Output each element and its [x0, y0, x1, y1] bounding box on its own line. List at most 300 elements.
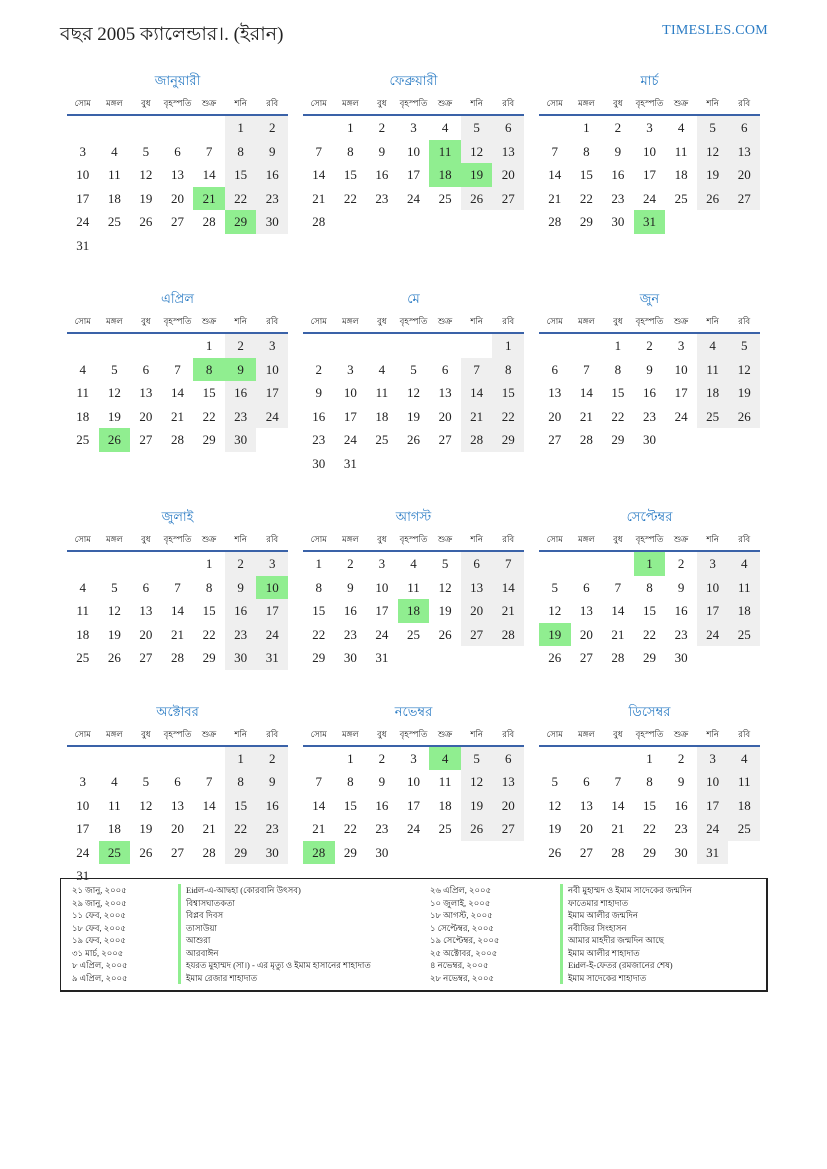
- day-cell[interactable]: 15: [492, 381, 524, 405]
- day-cell[interactable]: 18: [107, 190, 121, 206]
- day-cell[interactable]: 19: [139, 821, 153, 836]
- day-cell[interactable]: 19: [139, 190, 153, 206]
- day-cell[interactable]: 16: [256, 163, 288, 187]
- day-cell[interactable]: 6: [583, 579, 590, 595]
- day-cell[interactable]: 12: [461, 770, 493, 794]
- day-cell[interactable]: 12: [438, 579, 452, 595]
- day-cell[interactable]: 18: [674, 167, 688, 182]
- day-cell[interactable]: 4: [111, 143, 118, 159]
- day-cell[interactable]: 10: [256, 358, 288, 382]
- day-cell[interactable]: 26: [406, 432, 420, 447]
- day-cell[interactable]: 29: [225, 841, 257, 865]
- day-cell[interactable]: 29: [642, 844, 656, 860]
- day-cell[interactable]: 10: [343, 385, 357, 400]
- day-cell[interactable]: 5: [142, 143, 150, 159]
- holiday-day-cell[interactable]: 18: [429, 163, 461, 187]
- day-cell[interactable]: 22: [343, 821, 357, 836]
- day-cell[interactable]: 13: [579, 797, 593, 813]
- day-cell[interactable]: 6: [492, 116, 524, 140]
- day-cell[interactable]: 5: [142, 774, 150, 789]
- day-cell[interactable]: 23: [256, 817, 288, 841]
- day-cell[interactable]: 18: [438, 797, 452, 813]
- day-cell[interactable]: 10: [406, 143, 420, 159]
- day-cell[interactable]: 15: [225, 163, 257, 187]
- day-cell[interactable]: 27: [170, 214, 184, 229]
- holiday-day-cell[interactable]: 25: [99, 841, 131, 865]
- day-cell[interactable]: 17: [256, 599, 288, 623]
- day-cell[interactable]: 6: [142, 579, 150, 595]
- day-cell[interactable]: 20: [579, 626, 593, 642]
- day-cell[interactable]: 7: [174, 579, 181, 595]
- day-cell[interactable]: 16: [312, 408, 326, 424]
- day-cell[interactable]: 22: [225, 817, 257, 841]
- day-cell[interactable]: 23: [642, 408, 656, 424]
- day-cell[interactable]: 17: [343, 408, 357, 424]
- day-cell[interactable]: 23: [375, 190, 389, 206]
- day-cell[interactable]: 28: [461, 428, 493, 452]
- day-cell[interactable]: 12: [548, 797, 562, 813]
- day-cell[interactable]: 12: [107, 385, 121, 400]
- holiday-day-cell[interactable]: 29: [225, 210, 257, 234]
- day-cell[interactable]: 9: [677, 774, 685, 789]
- day-cell[interactable]: 28: [611, 650, 625, 665]
- day-cell[interactable]: 19: [548, 821, 562, 836]
- day-cell[interactable]: 28: [579, 432, 593, 447]
- day-cell[interactable]: 3: [79, 143, 87, 159]
- day-cell[interactable]: 15: [343, 797, 357, 813]
- day-cell[interactable]: 28: [170, 432, 184, 447]
- day-cell[interactable]: 6: [174, 143, 181, 159]
- day-cell[interactable]: 28: [312, 214, 326, 229]
- day-cell[interactable]: 5: [728, 334, 760, 358]
- day-cell[interactable]: 29: [202, 432, 216, 447]
- day-cell[interactable]: 21: [579, 408, 593, 424]
- day-cell[interactable]: 9: [378, 143, 386, 159]
- holiday-day-cell[interactable]: 11: [429, 140, 461, 164]
- day-cell[interactable]: 17: [642, 167, 656, 182]
- day-cell[interactable]: 30: [225, 646, 257, 670]
- day-cell[interactable]: 27: [579, 844, 593, 860]
- day-cell[interactable]: 4: [677, 120, 685, 135]
- day-cell[interactable]: 7: [315, 143, 323, 159]
- day-cell[interactable]: 10: [375, 579, 389, 595]
- day-cell[interactable]: 20: [139, 626, 153, 642]
- day-cell[interactable]: 2: [677, 556, 685, 571]
- day-cell[interactable]: 16: [674, 797, 688, 813]
- day-cell[interactable]: 25: [697, 405, 729, 429]
- day-cell[interactable]: 3: [410, 120, 417, 135]
- day-cell[interactable]: 3: [256, 334, 288, 358]
- day-cell[interactable]: 12: [728, 358, 760, 382]
- day-cell[interactable]: 8: [583, 143, 590, 159]
- day-cell[interactable]: 11: [728, 576, 760, 600]
- day-cell[interactable]: 1: [492, 334, 524, 358]
- day-cell[interactable]: 20: [461, 599, 493, 623]
- day-cell[interactable]: 10: [674, 361, 688, 377]
- day-cell[interactable]: 31: [76, 237, 90, 253]
- day-cell[interactable]: 20: [579, 821, 593, 836]
- day-cell[interactable]: 20: [139, 408, 153, 424]
- day-cell[interactable]: 20: [170, 821, 184, 836]
- day-cell[interactable]: 27: [139, 432, 153, 447]
- day-cell[interactable]: 12: [697, 140, 729, 164]
- day-cell[interactable]: 24: [642, 190, 656, 206]
- day-cell[interactable]: 17: [406, 167, 420, 182]
- day-cell[interactable]: 11: [728, 770, 760, 794]
- day-cell[interactable]: 30: [256, 210, 288, 234]
- day-cell[interactable]: 18: [76, 408, 90, 424]
- day-cell[interactable]: 11: [438, 774, 452, 789]
- day-cell[interactable]: 14: [202, 797, 216, 813]
- day-cell[interactable]: 9: [256, 770, 288, 794]
- day-cell[interactable]: 25: [406, 626, 420, 642]
- day-cell[interactable]: 14: [312, 167, 326, 182]
- day-cell[interactable]: 1: [614, 338, 622, 353]
- day-cell[interactable]: 23: [674, 821, 688, 836]
- day-cell[interactable]: 21: [312, 821, 326, 836]
- day-cell[interactable]: 3: [347, 361, 354, 377]
- day-cell[interactable]: 5: [111, 361, 118, 377]
- day-cell[interactable]: 15: [611, 385, 625, 400]
- day-cell[interactable]: 25: [107, 214, 121, 229]
- day-cell[interactable]: 3: [410, 750, 417, 766]
- day-cell[interactable]: 9: [646, 361, 653, 377]
- day-cell[interactable]: 20: [438, 408, 452, 424]
- day-cell[interactable]: 8: [225, 140, 257, 164]
- day-cell[interactable]: 8: [646, 579, 653, 595]
- day-cell[interactable]: 11: [76, 385, 90, 400]
- holiday-day-cell[interactable]: 18: [398, 599, 430, 623]
- day-cell[interactable]: 15: [642, 797, 656, 813]
- day-cell[interactable]: 10: [642, 143, 656, 159]
- day-cell[interactable]: 24: [406, 821, 420, 836]
- day-cell[interactable]: 5: [461, 747, 493, 771]
- day-cell[interactable]: 31: [76, 868, 90, 883]
- day-cell[interactable]: 25: [728, 817, 760, 841]
- day-cell[interactable]: 15: [343, 167, 357, 182]
- day-cell[interactable]: 27: [579, 650, 593, 665]
- day-cell[interactable]: 17: [674, 385, 688, 400]
- day-cell[interactable]: 20: [492, 794, 524, 818]
- day-cell[interactable]: 8: [646, 774, 653, 789]
- day-cell[interactable]: 13: [728, 140, 760, 164]
- day-cell[interactable]: 9: [677, 579, 685, 595]
- day-cell[interactable]: 22: [492, 405, 524, 429]
- day-cell[interactable]: 24: [697, 623, 729, 647]
- day-cell[interactable]: 14: [461, 381, 493, 405]
- day-cell[interactable]: 18: [728, 794, 760, 818]
- day-cell[interactable]: 21: [202, 821, 216, 836]
- day-cell[interactable]: 20: [728, 163, 760, 187]
- day-cell[interactable]: 30: [674, 844, 688, 860]
- day-cell[interactable]: 26: [548, 650, 562, 665]
- day-cell[interactable]: 20: [170, 190, 184, 206]
- day-cell[interactable]: 21: [170, 626, 184, 642]
- day-cell[interactable]: 21: [611, 821, 625, 836]
- day-cell[interactable]: 9: [378, 774, 386, 789]
- day-cell[interactable]: 1: [205, 338, 213, 353]
- day-cell[interactable]: 6: [142, 361, 150, 377]
- holiday-day-cell[interactable]: 21: [193, 187, 225, 211]
- day-cell[interactable]: 7: [205, 774, 213, 789]
- day-cell[interactable]: 23: [256, 187, 288, 211]
- day-cell[interactable]: 7: [614, 579, 622, 595]
- day-cell[interactable]: 4: [728, 552, 760, 576]
- day-cell[interactable]: 29: [611, 432, 625, 447]
- day-cell[interactable]: 18: [375, 408, 389, 424]
- day-cell[interactable]: 24: [697, 817, 729, 841]
- day-cell[interactable]: 24: [406, 190, 420, 206]
- day-cell[interactable]: 6: [174, 774, 181, 789]
- day-cell[interactable]: 21: [170, 408, 184, 424]
- day-cell[interactable]: 28: [492, 623, 524, 647]
- day-cell[interactable]: 29: [312, 650, 326, 665]
- day-cell[interactable]: 30: [674, 650, 688, 665]
- day-cell[interactable]: 2: [646, 338, 653, 353]
- day-cell[interactable]: 22: [202, 626, 216, 642]
- day-cell[interactable]: 24: [375, 626, 389, 642]
- day-cell[interactable]: 16: [375, 167, 389, 182]
- day-cell[interactable]: 27: [548, 432, 562, 447]
- day-cell[interactable]: 1: [583, 120, 590, 135]
- day-cell[interactable]: 24: [76, 844, 90, 860]
- day-cell[interactable]: 1: [347, 750, 354, 766]
- day-cell[interactable]: 3: [378, 556, 386, 571]
- day-cell[interactable]: 23: [375, 821, 389, 836]
- day-cell[interactable]: 25: [674, 190, 688, 206]
- day-cell[interactable]: 13: [548, 385, 562, 400]
- day-cell[interactable]: 4: [79, 579, 87, 595]
- day-cell[interactable]: 28: [202, 214, 216, 229]
- day-cell[interactable]: 19: [461, 794, 493, 818]
- day-cell[interactable]: 19: [107, 626, 121, 642]
- day-cell[interactable]: 3: [79, 774, 87, 789]
- day-cell[interactable]: 12: [548, 603, 562, 618]
- day-cell[interactable]: 3: [697, 747, 729, 771]
- day-cell[interactable]: 22: [312, 626, 326, 642]
- day-cell[interactable]: 5: [551, 774, 559, 789]
- day-cell[interactable]: 5: [461, 116, 493, 140]
- day-cell[interactable]: 11: [108, 797, 121, 813]
- day-cell[interactable]: 15: [642, 603, 656, 618]
- day-cell[interactable]: 23: [674, 626, 688, 642]
- day-cell[interactable]: 27: [170, 844, 184, 860]
- day-cell[interactable]: 24: [256, 405, 288, 429]
- day-cell[interactable]: 18: [107, 821, 121, 836]
- holiday-day-cell[interactable]: 1: [634, 552, 666, 576]
- day-cell[interactable]: 8: [614, 361, 622, 377]
- day-cell[interactable]: 22: [642, 821, 656, 836]
- day-cell[interactable]: 14: [548, 167, 562, 182]
- day-cell[interactable]: 13: [170, 797, 184, 813]
- day-cell[interactable]: 30: [611, 214, 625, 229]
- day-cell[interactable]: 2: [256, 747, 288, 771]
- day-cell[interactable]: 24: [343, 432, 357, 447]
- day-cell[interactable]: 17: [697, 794, 729, 818]
- day-cell[interactable]: 22: [642, 626, 656, 642]
- day-cell[interactable]: 31: [343, 455, 357, 471]
- day-cell[interactable]: 2: [315, 361, 323, 377]
- holiday-day-cell[interactable]: 19: [461, 163, 493, 187]
- day-cell[interactable]: 11: [375, 385, 389, 400]
- day-cell[interactable]: 18: [728, 599, 760, 623]
- day-cell[interactable]: 29: [492, 428, 524, 452]
- day-cell[interactable]: 22: [611, 408, 625, 424]
- day-cell[interactable]: 27: [492, 187, 524, 211]
- day-cell[interactable]: 7: [492, 552, 524, 576]
- day-cell[interactable]: 4: [728, 747, 760, 771]
- day-cell[interactable]: 1: [205, 556, 213, 571]
- day-cell[interactable]: 3: [677, 338, 685, 353]
- holiday-day-cell[interactable]: 8: [193, 358, 225, 382]
- day-cell[interactable]: 16: [611, 167, 625, 182]
- day-cell[interactable]: 13: [139, 603, 153, 618]
- day-cell[interactable]: 27: [728, 187, 760, 211]
- day-cell[interactable]: 5: [410, 361, 417, 377]
- day-cell[interactable]: 16: [674, 603, 688, 618]
- day-cell[interactable]: 19: [107, 408, 121, 424]
- day-cell[interactable]: 27: [492, 817, 524, 841]
- day-cell[interactable]: 28: [170, 650, 184, 665]
- day-cell[interactable]: 31: [256, 646, 288, 670]
- day-cell[interactable]: 31: [375, 650, 389, 665]
- day-cell[interactable]: 12: [406, 385, 420, 400]
- day-cell[interactable]: 1: [646, 750, 653, 766]
- day-cell[interactable]: 1: [347, 120, 354, 135]
- day-cell[interactable]: 30: [312, 455, 326, 471]
- day-cell[interactable]: 6: [583, 774, 590, 789]
- day-cell[interactable]: 26: [728, 405, 760, 429]
- day-cell[interactable]: 23: [611, 190, 625, 206]
- day-cell[interactable]: 4: [79, 361, 87, 377]
- day-cell[interactable]: 10: [697, 576, 729, 600]
- day-cell[interactable]: 6: [551, 361, 559, 377]
- day-cell[interactable]: 17: [406, 797, 420, 813]
- day-cell[interactable]: 26: [461, 817, 493, 841]
- day-cell[interactable]: 8: [205, 579, 213, 595]
- day-cell[interactable]: 10: [697, 770, 729, 794]
- day-cell[interactable]: 24: [674, 408, 688, 424]
- day-cell[interactable]: 19: [697, 163, 729, 187]
- day-cell[interactable]: 8: [347, 774, 354, 789]
- day-cell[interactable]: 1: [225, 116, 257, 140]
- day-cell[interactable]: 10: [406, 774, 420, 789]
- day-cell[interactable]: 13: [170, 167, 184, 182]
- day-cell[interactable]: 11: [697, 358, 729, 382]
- day-cell[interactable]: 29: [579, 214, 593, 229]
- day-cell[interactable]: 18: [76, 626, 90, 642]
- day-cell[interactable]: 2: [225, 552, 257, 576]
- day-cell[interactable]: 13: [139, 385, 153, 400]
- day-cell[interactable]: 17: [697, 599, 729, 623]
- day-cell[interactable]: 13: [492, 770, 524, 794]
- day-cell[interactable]: 14: [492, 576, 524, 600]
- day-cell[interactable]: 2: [378, 120, 386, 135]
- day-cell[interactable]: 17: [76, 821, 90, 836]
- day-cell[interactable]: 23: [225, 405, 257, 429]
- day-cell[interactable]: 13: [438, 385, 452, 400]
- day-cell[interactable]: 30: [343, 650, 357, 665]
- day-cell[interactable]: 16: [225, 599, 257, 623]
- day-cell[interactable]: 15: [225, 794, 257, 818]
- day-cell[interactable]: 21: [461, 405, 493, 429]
- day-cell[interactable]: 4: [410, 556, 417, 571]
- day-cell[interactable]: 6: [461, 552, 493, 576]
- day-cell[interactable]: 3: [697, 552, 729, 576]
- day-cell[interactable]: 17: [76, 190, 90, 206]
- day-cell[interactable]: 16: [225, 381, 257, 405]
- day-cell[interactable]: 22: [202, 408, 216, 424]
- day-cell[interactable]: 23: [312, 432, 326, 447]
- day-cell[interactable]: 17: [375, 603, 389, 618]
- day-cell[interactable]: 17: [256, 381, 288, 405]
- day-cell[interactable]: 8: [315, 579, 323, 595]
- day-cell[interactable]: 3: [646, 120, 653, 135]
- day-cell[interactable]: 7: [551, 143, 559, 159]
- day-cell[interactable]: 21: [548, 190, 562, 206]
- day-cell[interactable]: 25: [728, 623, 760, 647]
- day-cell[interactable]: 12: [139, 167, 153, 182]
- brand-link[interactable]: TIMESLES.COM: [662, 23, 768, 38]
- day-cell[interactable]: 22: [579, 190, 593, 206]
- day-cell[interactable]: 14: [611, 797, 625, 813]
- day-cell[interactable]: 9: [315, 385, 323, 400]
- day-cell[interactable]: 29: [642, 650, 656, 665]
- holiday-day-cell[interactable]: 10: [256, 576, 288, 600]
- day-cell[interactable]: 5: [441, 556, 449, 571]
- day-cell[interactable]: 11: [407, 579, 420, 595]
- day-cell[interactable]: 19: [406, 408, 420, 424]
- day-cell[interactable]: 23: [343, 626, 357, 642]
- day-cell[interactable]: 5: [111, 579, 118, 595]
- day-cell[interactable]: 19: [438, 603, 452, 618]
- day-cell[interactable]: 30: [225, 428, 257, 452]
- day-cell[interactable]: 29: [343, 844, 357, 860]
- holiday-day-cell[interactable]: 28: [303, 841, 335, 865]
- day-cell[interactable]: 16: [375, 797, 389, 813]
- day-cell[interactable]: 2: [256, 116, 288, 140]
- day-cell[interactable]: 12: [461, 140, 493, 164]
- day-cell[interactable]: 21: [492, 599, 524, 623]
- day-cell[interactable]: 7: [583, 361, 590, 377]
- day-cell[interactable]: 26: [438, 626, 452, 642]
- day-cell[interactable]: 24: [256, 623, 288, 647]
- day-cell[interactable]: 9: [347, 579, 354, 595]
- day-cell[interactable]: 8: [492, 358, 524, 382]
- day-cell[interactable]: 30: [642, 432, 656, 447]
- day-cell[interactable]: 16: [256, 794, 288, 818]
- day-cell[interactable]: 7: [461, 358, 493, 382]
- day-cell[interactable]: 6: [728, 116, 760, 140]
- day-cell[interactable]: 20: [548, 408, 562, 424]
- day-cell[interactable]: 6: [492, 747, 524, 771]
- day-cell[interactable]: 25: [438, 190, 452, 206]
- day-cell[interactable]: 1: [315, 556, 323, 571]
- day-cell[interactable]: 14: [170, 385, 184, 400]
- holiday-day-cell[interactable]: 19: [539, 623, 571, 647]
- holiday-day-cell[interactable]: 31: [634, 210, 666, 234]
- day-cell[interactable]: 2: [677, 750, 685, 766]
- day-cell[interactable]: 15: [202, 603, 216, 618]
- day-cell[interactable]: 13: [461, 576, 493, 600]
- day-cell[interactable]: 21: [611, 626, 625, 642]
- day-cell[interactable]: 5: [697, 116, 729, 140]
- day-cell[interactable]: 27: [139, 650, 153, 665]
- day-cell[interactable]: 2: [347, 556, 354, 571]
- day-cell[interactable]: 8: [347, 143, 354, 159]
- day-cell[interactable]: 28: [202, 844, 216, 860]
- day-cell[interactable]: 4: [378, 361, 386, 377]
